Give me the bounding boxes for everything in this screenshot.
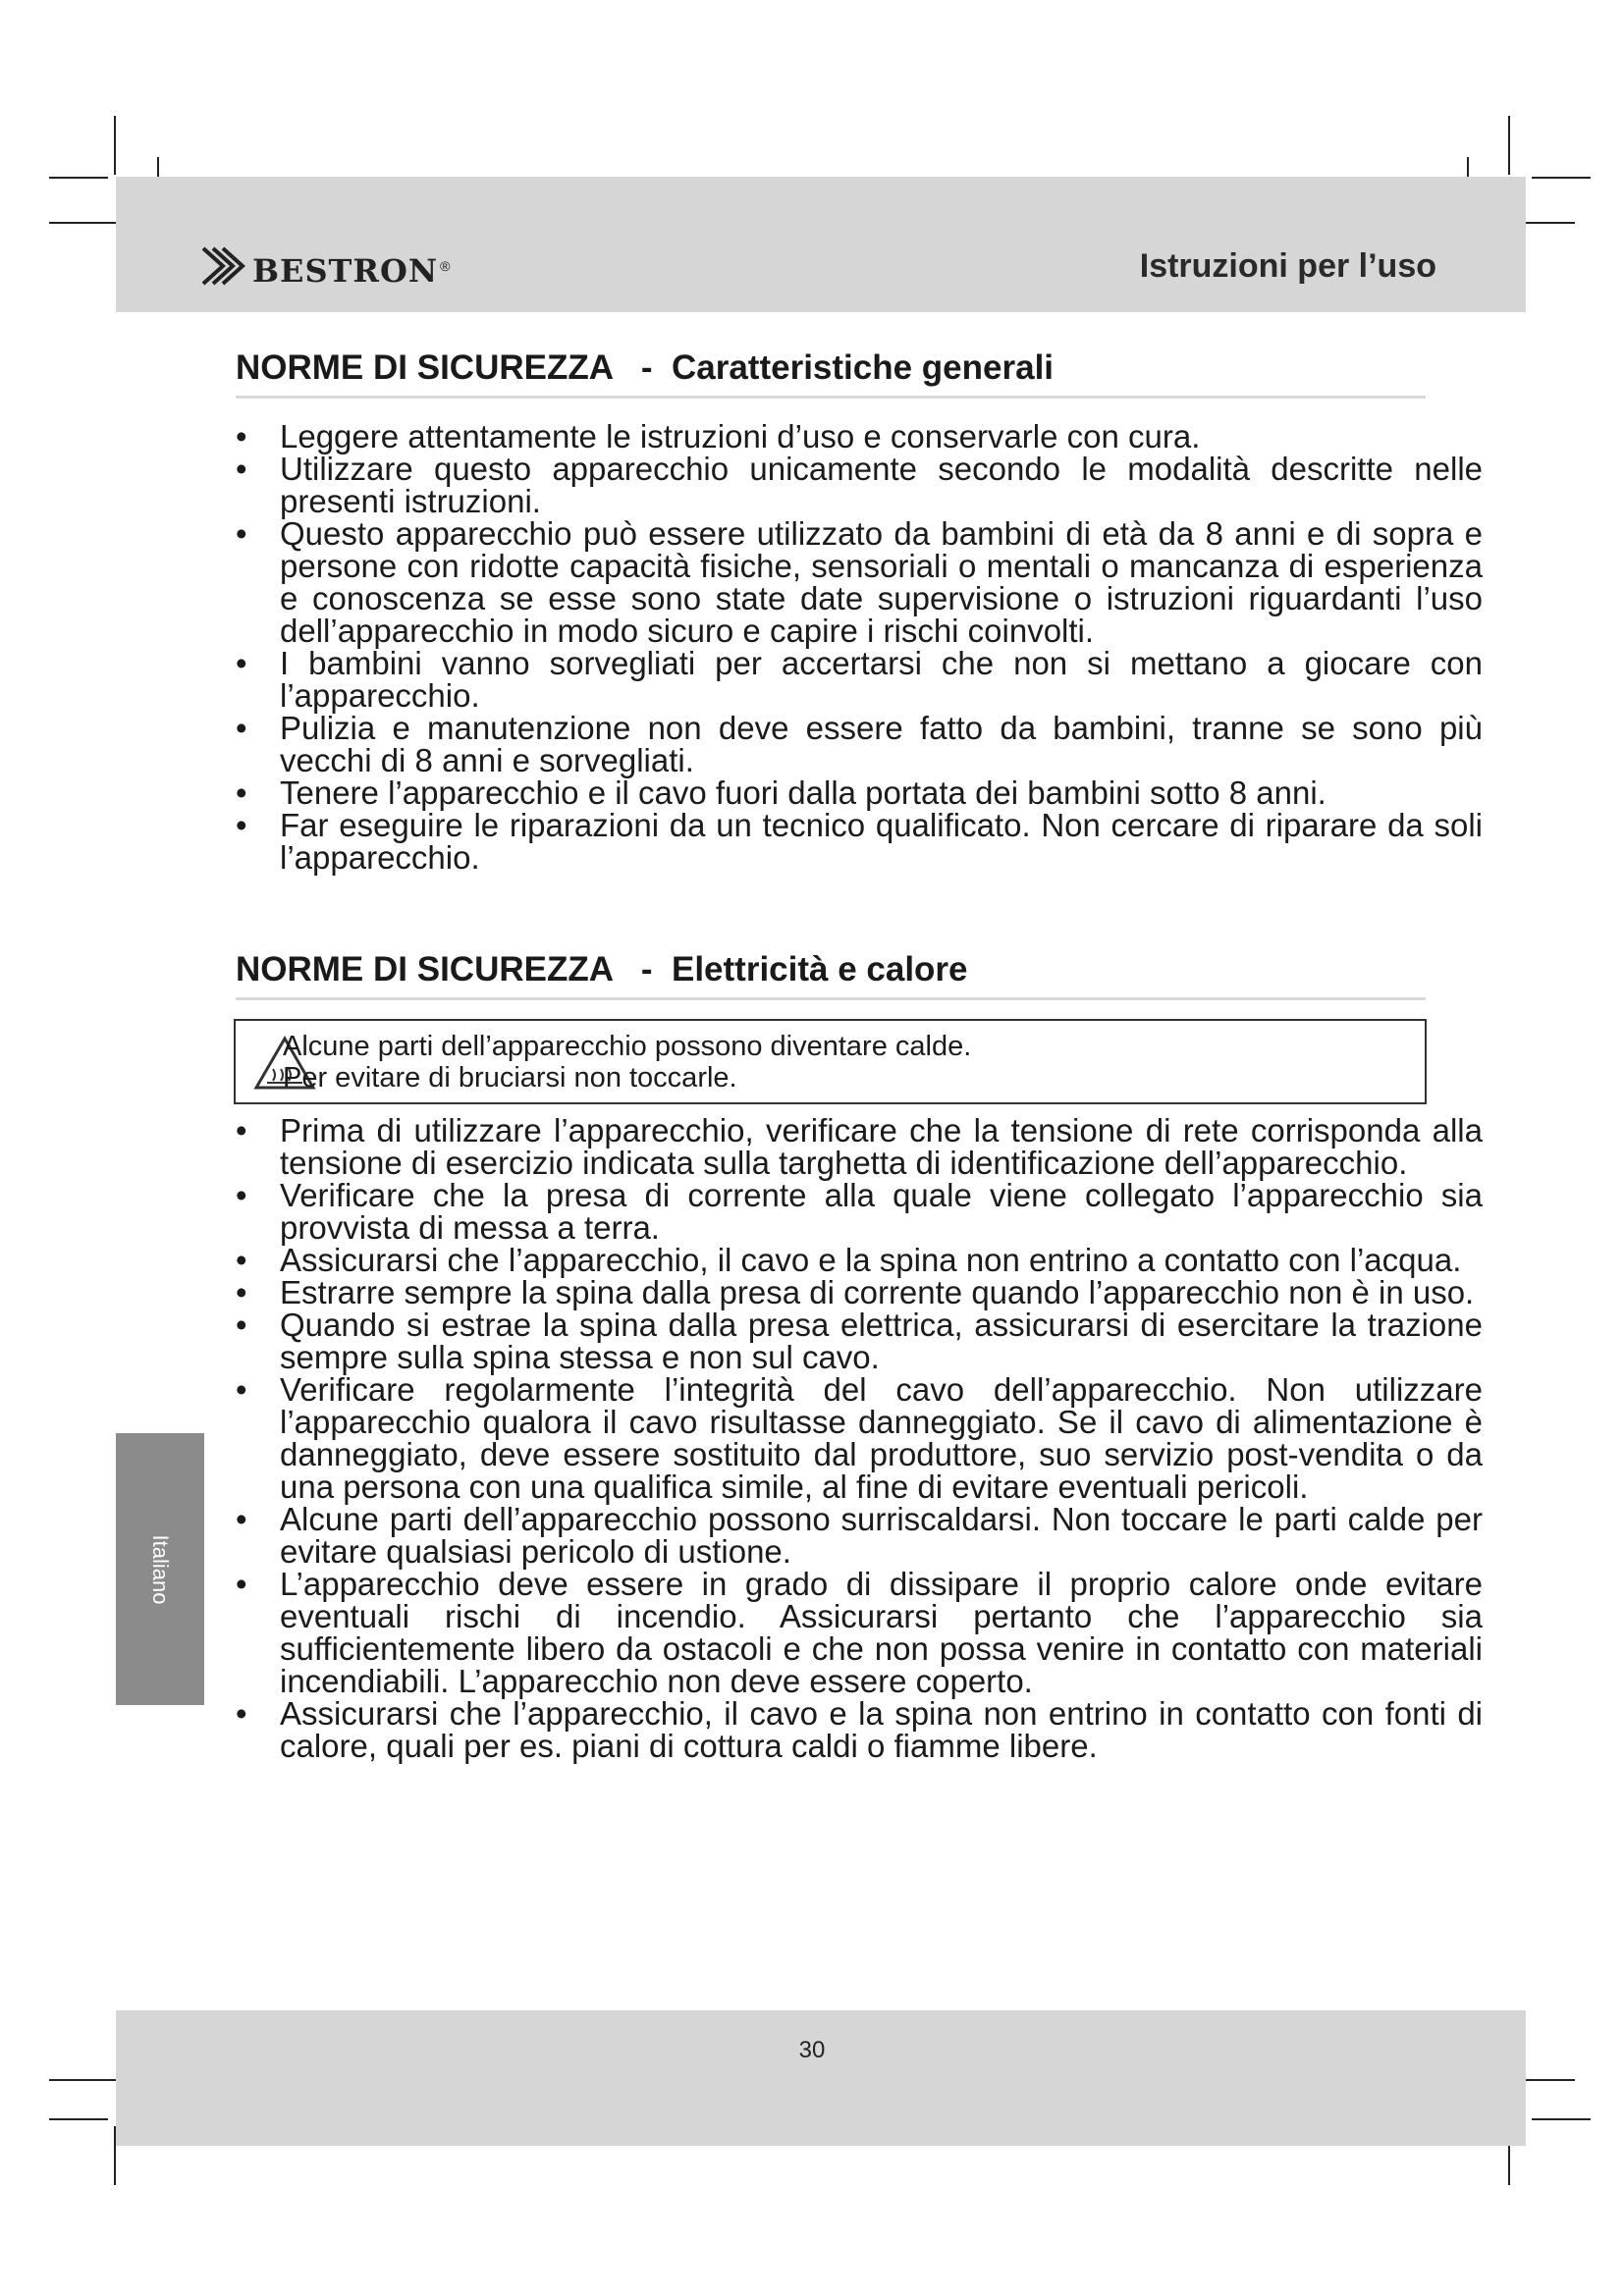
list-item: • Leggere attentamente le istruzioni d’uso e conservarle con cura. [236, 420, 1483, 453]
crop-mark [1508, 116, 1510, 175]
list-item: • Tenere l’apparecchio e il cavo fuori dalla portata dei bambini sotto 8 anni. [236, 776, 1483, 809]
registered-mark: ® [440, 258, 451, 274]
list-item: • Quando si estrae la spina dalla presa elettrica, assicurarsi di esercitare la trazione sempre sulla spina stessa e non sul cavo. [236, 1308, 1483, 1373]
section-title-general: NORME DI SICUREZZA - Caratteristiche generali [236, 348, 1055, 387]
crop-mark [114, 116, 116, 175]
chevron-logo-icon [201, 246, 252, 286]
list-item: • Far eseguire le riparazioni da un tecnico qualificato. Non cercare di riparare da soli l’apparecchio. [236, 809, 1483, 874]
warning-box [234, 1019, 1427, 1104]
electricity-safety-list [236, 1114, 1483, 1762]
list-item: • L’apparecchio deve essere in grado di dissipare il proprio calore onde evitare eventuali rischi di incendio. Assicurarsi pertanto che l’apparecchio sia sufficientemente libero da ostacoli e che non possa venire in contatto con materiali incendiabili. L’apparecchio non deve essere coperto. [236, 1568, 1483, 1697]
section-divider [236, 997, 1426, 1000]
warning-line: Per evitare di bruciarsi non toccarle. [283, 1062, 737, 1094]
list-item: • Alcune parti dell’apparecchio possono surriscaldarsi. Non toccare le parti calde per evitare qualsiasi pericolo di ustione. [236, 1503, 1483, 1568]
footer-band [116, 2010, 1526, 2146]
brand-name: bestron [252, 240, 439, 293]
page-number: 30 [798, 2037, 826, 2063]
general-safety-list [236, 420, 1483, 874]
brand-logo [201, 240, 450, 293]
language-tab [116, 1433, 204, 1705]
document-title: Istruzioni per l’uso [1139, 247, 1436, 285]
list-item: • Prima di utilizzare l’apparecchio, verificare che la tensione di rete corrisponda alla tensione di esercizio indicata sulla targhetta di identificazione dell’apparecchio. [236, 1114, 1483, 1179]
list-item: • Utilizzare questo apparecchio unicamente secondo le modalità descritte nelle presenti istruzioni. [236, 453, 1483, 517]
list-item: • Pulizia e manutenzione non deve essere fatto da bambini, tranne se sono più vecchi di 8 anni e sorvegliati. [236, 712, 1483, 776]
list-item: • Assicurarsi che l’apparecchio, il cavo e la spina non entrino in contatto con fonti di calore, quali per es. piani di cottura caldi o fiamme libere. [236, 1697, 1483, 1762]
warning-text [283, 1031, 971, 1094]
warning-line: Alcune parti dell’apparecchio possono diventare calde. [283, 1031, 972, 1062]
list-item: • I bambini vanno sorvegliati per accertarsi che non si mettano a giocare con l’apparecchio. [236, 647, 1483, 712]
language-label: Italiano [148, 1534, 173, 1604]
list-item: • Assicurarsi che l’apparecchio, il cavo e la spina non entrino a contatto con l’acqua. [236, 1244, 1483, 1276]
crop-mark [1532, 2118, 1591, 2120]
section-divider [236, 396, 1426, 399]
crop-mark [49, 2118, 108, 2120]
list-item: • Verificare che la presa di corrente alla quale viene collegato l’apparecchio sia provvista di messa a terra. [236, 1179, 1483, 1244]
list-item: • Questo apparecchio può essere utilizzato da bambini di età da 8 anni e di sopra e persone con ridotte capacità fisiche, sensoriali o mentali o mancanza di esperienza e conoscenza se esse sono state date supervisione o istruzioni riguardanti l’uso dell’apparecchio in modo sicuro e capire i rischi coinvolti. [236, 517, 1483, 647]
section-title-electricity: NORME DI SICUREZZA - Elettricità e calore [236, 950, 968, 988]
crop-mark [49, 177, 108, 179]
crop-mark [1532, 177, 1591, 179]
list-item: • Estrarre sempre la spina dalla presa di corrente quando l’apparecchio non è in uso. [236, 1276, 1483, 1308]
list-item: • Verificare regolarmente l’integrità del cavo dell’apparecchio. Non utilizzare l’apparecchio qualora il cavo risultasse danneggiato. Se il cavo di alimentazione è danneggiato, deve essere sostituito dal produttore, suo servizio post-vendita o da una persona con una qualifica simile, al fine di evitare eventuali pericoli. [236, 1373, 1483, 1503]
